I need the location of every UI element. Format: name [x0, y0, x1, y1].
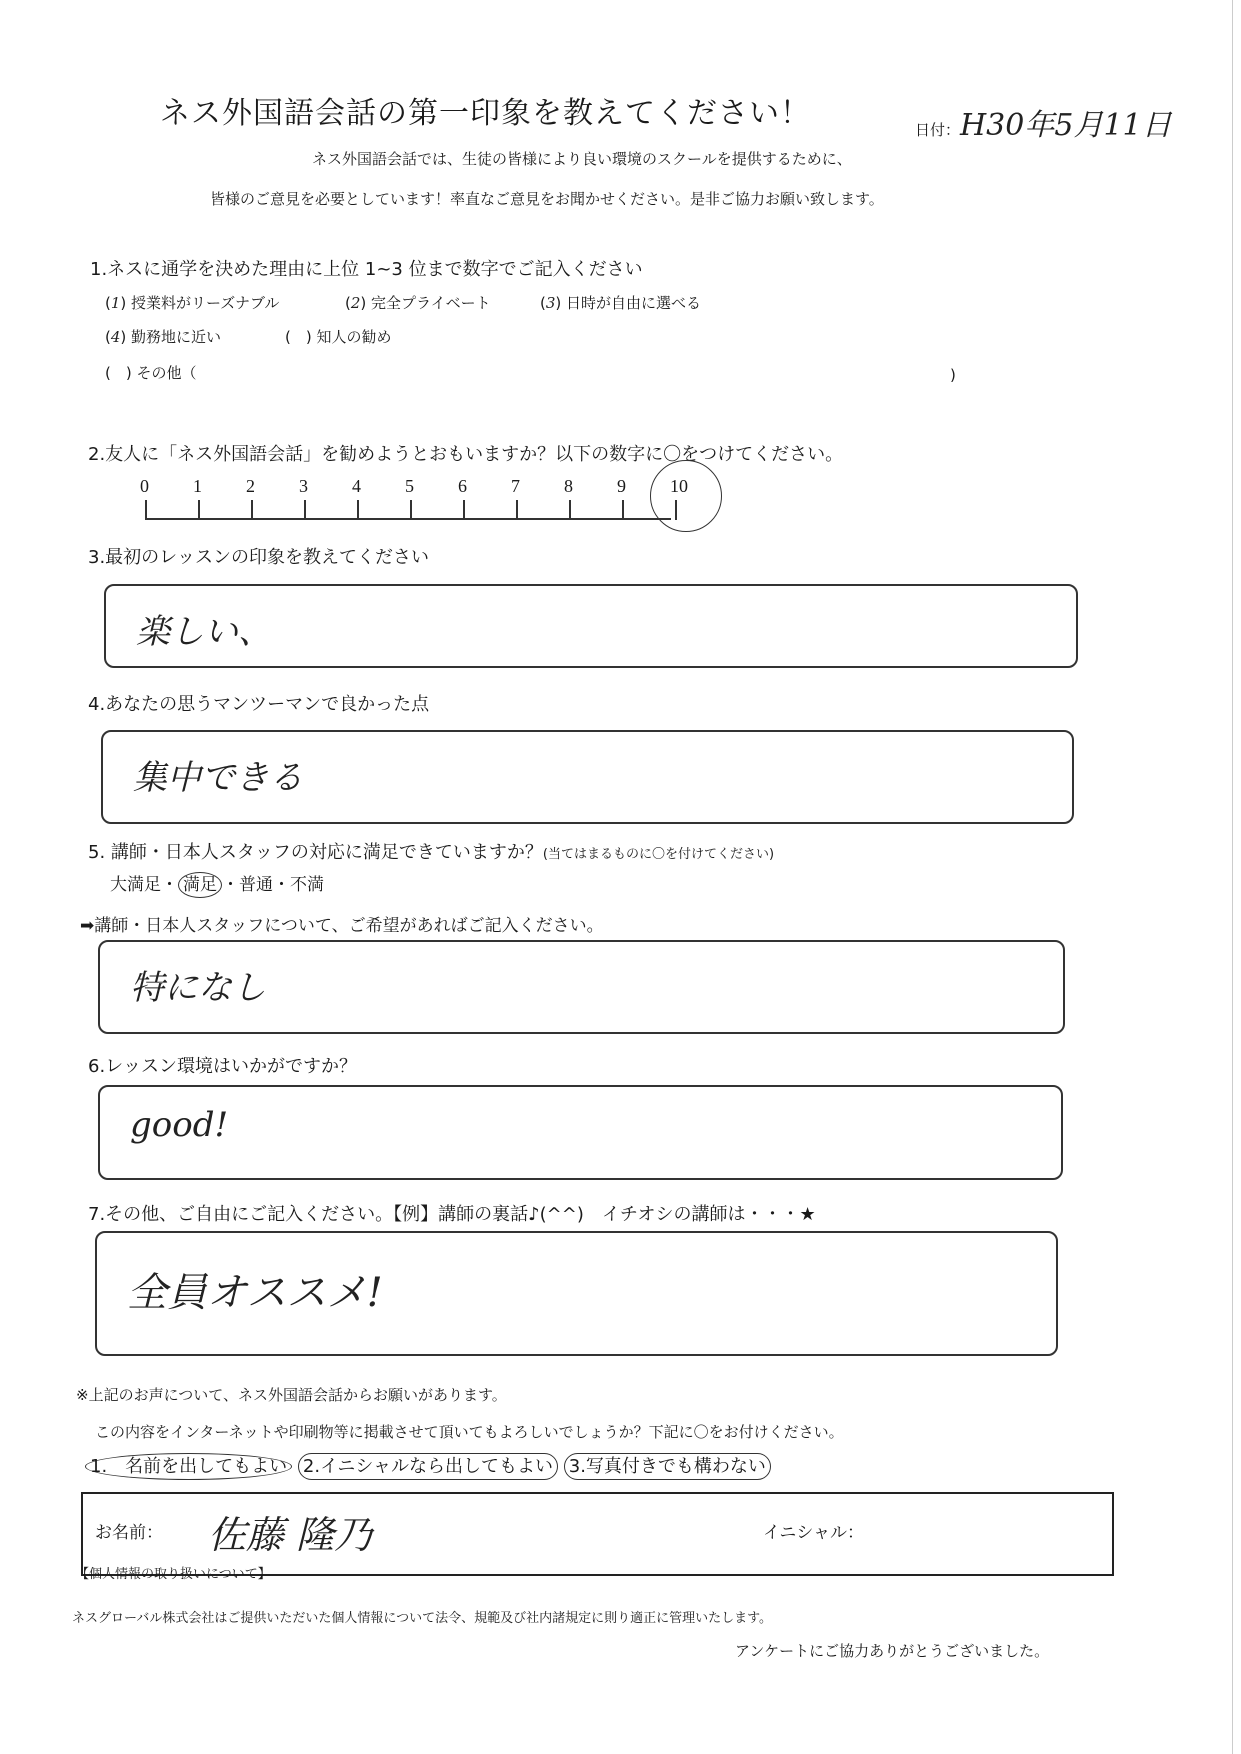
q2-question: 2.友人に「ネス外国語会話」を勧めようとおもいますか？以下の数字に〇をつけてください。	[88, 444, 844, 465]
q5-choice[interactable]: 大満足	[110, 875, 161, 895]
scale-number-2[interactable]: 2	[246, 476, 255, 496]
q5-choice[interactable]: 普通	[239, 875, 273, 895]
q3-answer-box[interactable]	[104, 584, 1078, 668]
scale-number-9[interactable]: 9	[617, 476, 626, 496]
q3-question: 3.最初のレッスンの印象を教えてください	[88, 547, 429, 568]
scale-number-8[interactable]: 8	[564, 476, 573, 496]
q5-choice-selected[interactable]: 満足	[178, 872, 222, 898]
consent-option-2[interactable]: 2.イニシャルなら出してもよい	[298, 1453, 558, 1480]
scale-tick	[622, 500, 624, 520]
scan-edge	[1232, 0, 1233, 1754]
thanks-text: アンケートにご協力ありがとうございました。	[735, 1642, 1050, 1660]
q1-option-label: 日時が自由に選べる	[566, 294, 702, 312]
q1-option-label: 知人の勧め	[316, 328, 392, 346]
q5-choice[interactable]: 不満	[290, 875, 324, 895]
scale-tick	[357, 500, 359, 520]
scale-number-0[interactable]: 0	[140, 476, 149, 496]
q1-mark: 4	[110, 328, 121, 346]
q7-answer: 全員オススメ!	[127, 1270, 383, 1316]
q4-question: 4.あなたの思うマンツーマンで良かった点	[88, 694, 430, 715]
q5-answer: 特になし	[130, 968, 266, 1008]
scale-tick	[516, 500, 518, 520]
consent-options[interactable]	[85, 1452, 771, 1478]
date-field	[915, 100, 1172, 144]
q6-answer: good!	[130, 1105, 229, 1145]
q1-option-6[interactable]: ( ) その他（	[105, 364, 197, 382]
privacy-heading: 【個人情報の取り扱いについて】	[76, 1567, 271, 1582]
q1-option-label: 授業料がリーズナブル	[131, 294, 280, 312]
q5-question	[88, 838, 774, 864]
scale-number-5[interactable]: 5	[405, 476, 414, 496]
privacy-text: ネスグローバル株式会社はご提供いただいた個人情報について法令、規範及び社内諸規定に則り適正に管理いたします。	[72, 1611, 773, 1626]
intro-line-2: 皆様のご意見を必要としています！率直なご意見をお聞かせください。是非ご協力お願い致します。	[210, 190, 884, 208]
q6-answer-box[interactable]	[98, 1085, 1063, 1180]
q1-mark: 1	[110, 294, 121, 312]
consent-note: ※上記のお声について、ネス外国語会話からお願いがあります。	[76, 1386, 507, 1404]
q7-answer-box[interactable]	[95, 1231, 1058, 1356]
q1-option-1[interactable]: (1) 授業料がリーズナブル	[105, 294, 280, 312]
q5-followup: ➡講師・日本人スタッフについて、ご希望があればご記入ください。	[80, 916, 604, 936]
scale-tick	[145, 500, 147, 520]
q5-question-text: 5. 講師・日本人スタッフの対応に満足できていますか？	[88, 842, 543, 863]
q1-option-label: 完全プライベート	[371, 294, 491, 312]
scale-tick	[198, 500, 200, 520]
page-title: ネス外国語会話の第一印象を教えてください！	[160, 96, 811, 131]
q7-question: 7.その他、ご自由にご記入ください。【例】講師の裏話♪(^^) イチオシの講師は・・・★	[88, 1204, 816, 1225]
consent-option-3[interactable]: 3.写真付きでも構わない	[564, 1453, 771, 1480]
q6-question: 6.レッスン環境はいかがですか？	[88, 1056, 357, 1077]
q4-answer-box[interactable]	[101, 730, 1074, 824]
q1-other-close: )	[950, 366, 956, 384]
scale-number-3[interactable]: 3	[299, 476, 308, 496]
q5-answer-box[interactable]	[98, 940, 1065, 1034]
scale-tick	[251, 500, 253, 520]
q4-answer: 集中できる	[133, 758, 303, 798]
scale-tick	[410, 500, 412, 520]
scale-number-6[interactable]: 6	[458, 476, 467, 496]
q3-answer: 楽しい、	[136, 612, 272, 652]
scale-tick	[569, 500, 571, 520]
scale-number-1[interactable]: 1	[193, 476, 202, 496]
q1-question: 1.ネスに通学を決めた理由に上位 1~3 位まで数字でご記入ください	[90, 259, 643, 280]
q1-mark: 3	[545, 294, 556, 312]
q1-option-label: 勤務地に近い	[131, 328, 222, 346]
scale-tick	[304, 500, 306, 520]
scale-number-10[interactable]: 10	[670, 476, 688, 496]
consent-option-1[interactable]: 1. 名前を出してもよい	[85, 1453, 292, 1480]
q1-mark: 2	[350, 294, 361, 312]
scale-line	[145, 518, 671, 520]
date-value: H30年5月11日	[960, 108, 1172, 143]
q5-choices[interactable]: 大満足・ 満足 ・普通・不満	[110, 870, 324, 895]
q5-hint: (当てはまるものに〇を付けてください)	[542, 847, 775, 862]
consent-question: この内容をインターネットや印刷物等に掲載させて頂いてもよろしいでしょうか？下記に〇をお付けください。	[95, 1423, 844, 1441]
q1-option-2[interactable]: (2) 完全プライベート	[345, 294, 491, 312]
name-value: 佐藤 隆乃	[208, 1513, 373, 1557]
initial-label: イニシャル：	[763, 1523, 864, 1543]
q1-option-4[interactable]: (4) 勤務地に近い	[105, 328, 222, 346]
q1-option-label: その他（	[136, 364, 197, 382]
scale-number-7[interactable]: 7	[511, 476, 520, 496]
name-label: お名前：	[95, 1523, 163, 1543]
scale-number-4[interactable]: 4	[352, 476, 361, 496]
intro-line-1: ネス外国語会話では、生徒の皆様により良い環境のスクールを提供するために、	[312, 150, 852, 168]
q1-option-3[interactable]: (3) 日時が自由に選べる	[540, 294, 702, 312]
scale-tick	[463, 500, 465, 520]
date-label: 日付：	[915, 121, 961, 139]
q1-option-5[interactable]: ( ) 知人の勧め	[285, 328, 392, 346]
selected-circle	[650, 460, 722, 532]
